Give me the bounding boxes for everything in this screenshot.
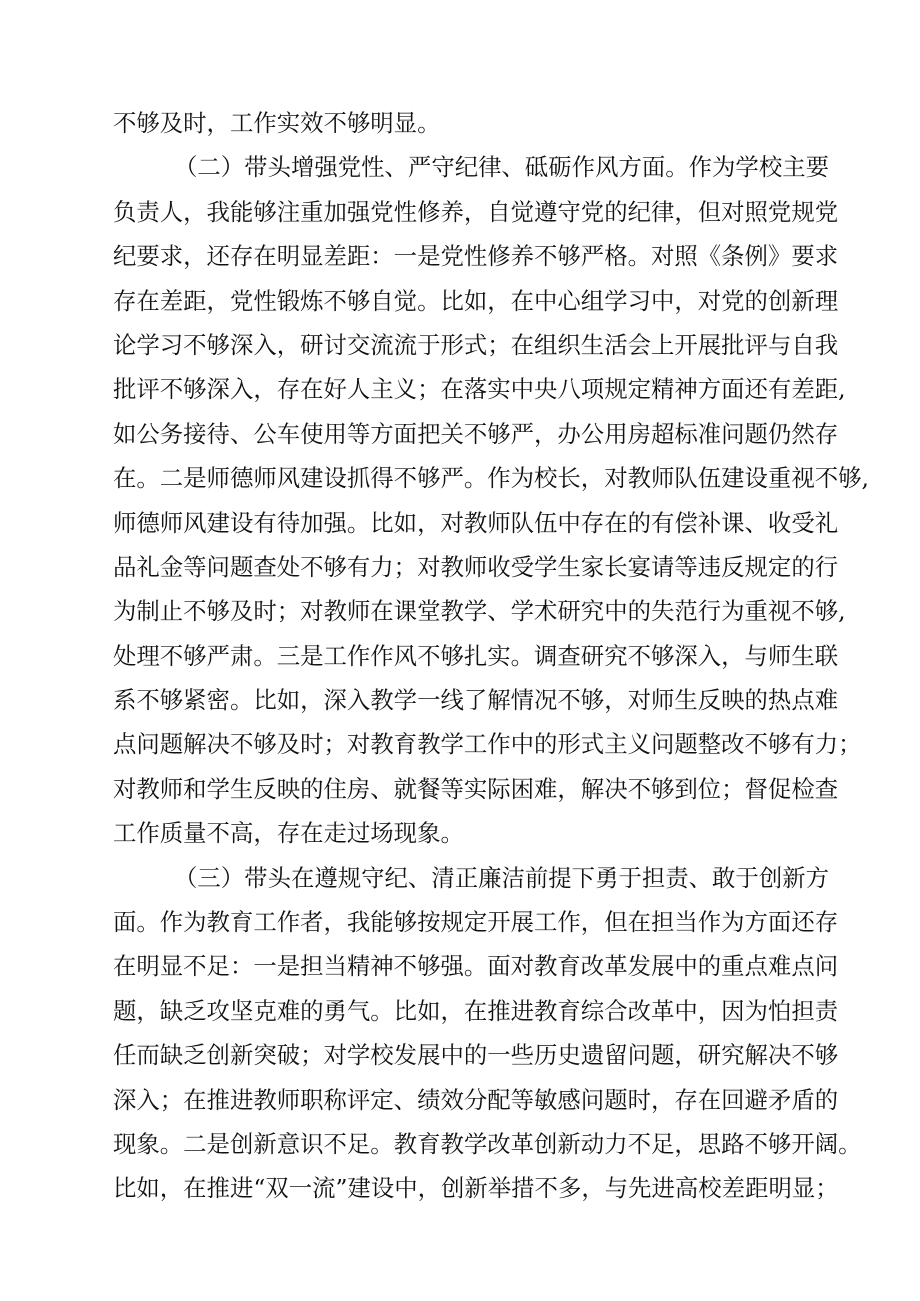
document-text-line: 在明显不足：一是担当精神不够强。面对教育改革发展中的重点难点问 [113,952,839,981]
document-text-line: 工作质量不高，存在走过场现象。 [113,819,464,848]
document-text-line: （三）带头在遵规守纪、清正廉洁前提下勇于担责、敢于创新方 [174,863,829,892]
document-text-line: 点问题解决不够及时；对教育教学工作中的形式主义问题整改不够有力； [113,730,862,759]
document-text-line: 负责人，我能够注重加强党性修养，自觉遵守党的纪律，但对照党规党 [113,197,839,226]
document-text-line: 比如，在推进“双一流”建设中，创新举措不多，与先进高校差距明显； [113,1174,839,1203]
document-text-line: 为制止不够及时；对教师在课堂教学、学术研究中的失范行为重视不够, [113,597,846,626]
document-text-line: 在。二是师德师风建设抓得不够严。作为校长，对教师队伍建设重视不够, [113,464,869,493]
document-text-line: 论学习不够深入，研讨交流流于形式；在组织生活会上开展批评与自我 [113,330,839,359]
document-text-line: 任而缺乏创新突破；对学校发展中的一些历史遗留问题，研究解决不够 [113,1041,839,1070]
document-text-line: 师德师风建设有待加强。比如，对教师队伍中存在的有偿补课、收受礼 [113,508,839,537]
document-text-line: 批评不够深入，存在好人主义；在落实中央八项规定精神方面还有差距, [113,375,846,404]
document-text-line: 深入；在推进教师职称评定、绩效分配等敏感问题时，存在回避矛盾的 [113,1085,839,1114]
document-body-text [113,101,869,1211]
document-text-line: 面。作为教育工作者，我能够按规定开展工作，但在担当作为方面还存 [113,908,839,937]
document-text-line: 对教师和学生反映的住房、就餐等实际困难，解决不够到位；督促检查 [113,774,839,803]
document-text-line: 不够及时，工作实效不够明显。 [113,109,441,137]
document-text-line: 存在差距，党性锻炼不够自觉。比如，在中心组学习中，对党的创新理 [113,286,839,315]
document-text-line: 题，缺乏攻坚克难的勇气。比如，在推进教育综合改革中，因为怕担责 [113,996,839,1025]
document-text-line: 纪要求，还存在明显差距：一是党性修养不够严格。对照《条例》要求 [113,242,839,271]
document-text-line: 处理不够严肃。三是工作作风不够扎实。调查研究不够深入，与师生联 [113,641,839,670]
document-text-line: 品礼金等问题查处不够有力；对教师收受学生家长宴请等违反规定的行 [113,552,839,581]
document-text-line: 如公务接待、公车使用等方面把关不够严，办公用房超标准问题仍然存 [113,419,839,448]
document-text-line: （二）带头增强党性、严守纪律、砥砺作风方面。作为学校主要 [174,153,829,182]
document-text-line: 系不够紧密。比如，深入教学一线了解情况不够，对师生反映的热点难 [113,686,839,715]
document-text-line: 现象。二是创新意识不足。教育教学改革创新动力不足，思路不够开阔。 [113,1129,862,1158]
